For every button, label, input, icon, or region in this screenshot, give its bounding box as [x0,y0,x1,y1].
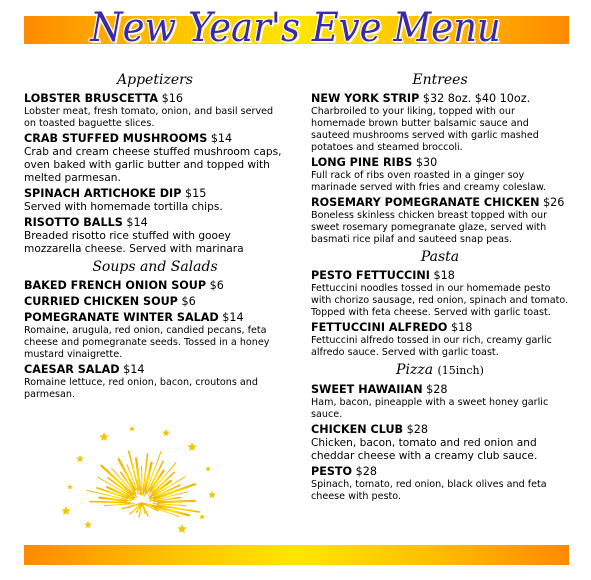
item-description: Chicken, bacon, tomato and red onion and cheddar cheese with a creamy club sauce. [311,437,538,462]
section-title-pizza-label: Pizza [396,362,434,378]
item-price: $32 8oz. $40 10oz. [422,92,531,105]
item-price: $16 [161,92,183,105]
menu-title: New Year's Eve Menu [90,4,501,51]
item-name: CAESAR SALAD [24,363,120,376]
item-price: $6 [181,295,196,308]
section-title-appetizers: Appetizers [117,72,193,88]
star-icon [129,426,135,431]
item-name: BAKED FRENCH ONION SOUP [24,279,207,292]
star-icon [84,521,92,528]
right-column [311,71,569,505]
item-price: $30 [415,156,438,169]
item-description: Lobster meat, fresh tomato, onion, and basil served on toasted baguette slices. [24,106,274,129]
menu-item [24,311,286,361]
star-icon [62,506,71,515]
item-description: Spinach, tomato, red onion, black olives and feta cheese with pesto. [311,479,547,502]
star-icon [99,432,109,441]
firework-ray [158,501,195,503]
menu-item [24,92,286,130]
item-name: ROSEMARY POMEGRANATE CHICKEN [311,196,540,209]
item-price: $15 [184,187,207,200]
item-description: Romaine lettuce, red onion, bacon, croutons and parmesan. [24,377,258,400]
item-name: POMEGRANATE WINTER SALAD [24,311,219,324]
item-price: $18 [433,269,455,282]
item-name: PESTO [311,465,353,478]
star-icon [187,442,197,451]
item-description: Fettuccini alfredo tossed in our rich, creamy garlic alfredo sauce. Served with garlic toast. [311,335,552,358]
menu-item [311,465,569,503]
item-name: CRAB STUFFED MUSHROOMS [24,132,208,145]
item-description: Breaded risotto rice stuffed with gooey mozzarella cheese. Served with marinara [24,230,244,255]
item-price: $6 [209,279,224,292]
item-description: Charbroiled to your liking, topped with our homemade brown butter balsamic sauce and sauteed mushrooms served with garlic mashed potatoes and steamed broccoli. [311,106,539,153]
item-price: $14 [222,311,244,324]
item-price: $14 [123,363,145,376]
star-icon [205,466,211,471]
menu-item [311,423,569,463]
item-name: RISOTTO BALLS [24,216,123,229]
item-description: Ham, bacon, pineapple with a sweet honey garlic sauce. [311,397,549,420]
menu-item [311,156,569,194]
menu-item [24,295,286,309]
menu-item [24,279,286,293]
item-name: LONG PINE RIBS [311,156,413,169]
item-price: $18 [450,321,473,334]
item-name: SPINACH ARTICHOKE DIP [24,187,182,200]
item-price: $28 [426,383,448,396]
item-description: Fettuccini noodles tossed in our homemade pesto with chorizo sausage, red onion, spinach and tomato. Topped with feta cheese. Served with garlic toast. [311,283,569,318]
item-name: PESTO FETTUCCINI [311,269,430,282]
menu-item [311,269,569,319]
menu-item [24,216,286,256]
left-column [24,71,286,403]
item-description: Boneless skinless chicken breast topped with our sweet rosemary pomegranate glaze, served with basmati rice pilaf and sauteed snap peas. [311,210,548,245]
menu-item [24,363,286,401]
firework-icon [62,425,218,545]
item-description: Served with homemade tortilla chips. [24,201,223,213]
bottom-banner [24,545,569,565]
item-price: $14 [126,216,148,229]
item-price: $14 [210,132,233,145]
firework-ray [104,504,134,506]
menu-item [24,132,286,185]
item-name: CHICKEN CLUB [311,423,404,436]
item-description: Crab and cream cheese stuffed mushroom caps, oven baked with garlic butter and topped with melted parmesan. [24,146,282,184]
star-icon [208,491,216,498]
star-icon [67,484,73,489]
section-subtitle-pizza: (15inch) [437,364,484,377]
item-price: $26 [543,196,565,209]
item-name: NEW YORK STRIP [311,92,420,105]
item-name: FETTUCCINI ALFREDO [311,321,448,334]
section-title-soups-salads: Soups and Salads [92,259,218,275]
menu-item [311,321,569,359]
menu-item [311,383,569,421]
item-description: Romaine, arugula, red onion, candied pecans, feta cheese and pomegranate seeds. Tossed in a honey mustard vinaigrette. [24,325,270,360]
menu-item [311,92,569,154]
item-name: LOBSTER BRUSCETTA [24,92,159,105]
star-icon [162,429,170,436]
item-description: Full rack of ribs oven roasted in a ginger soy marinade served with fries and creamy coleslaw. [311,170,546,193]
star-icon [199,514,205,519]
menu-item [24,187,286,214]
section-title-entrees: Entrees [412,72,468,88]
section-title-pasta: Pasta [420,249,460,265]
item-name: SWEET HAWAIIAN [311,383,423,396]
item-name: CURRIED CHICKEN SOUP [24,295,178,308]
menu-item [311,196,569,246]
section-title-pizza [311,361,569,380]
item-price: $28 [406,423,428,436]
star-icon [177,524,187,533]
item-price: $28 [355,465,377,478]
star-icon [76,455,84,462]
